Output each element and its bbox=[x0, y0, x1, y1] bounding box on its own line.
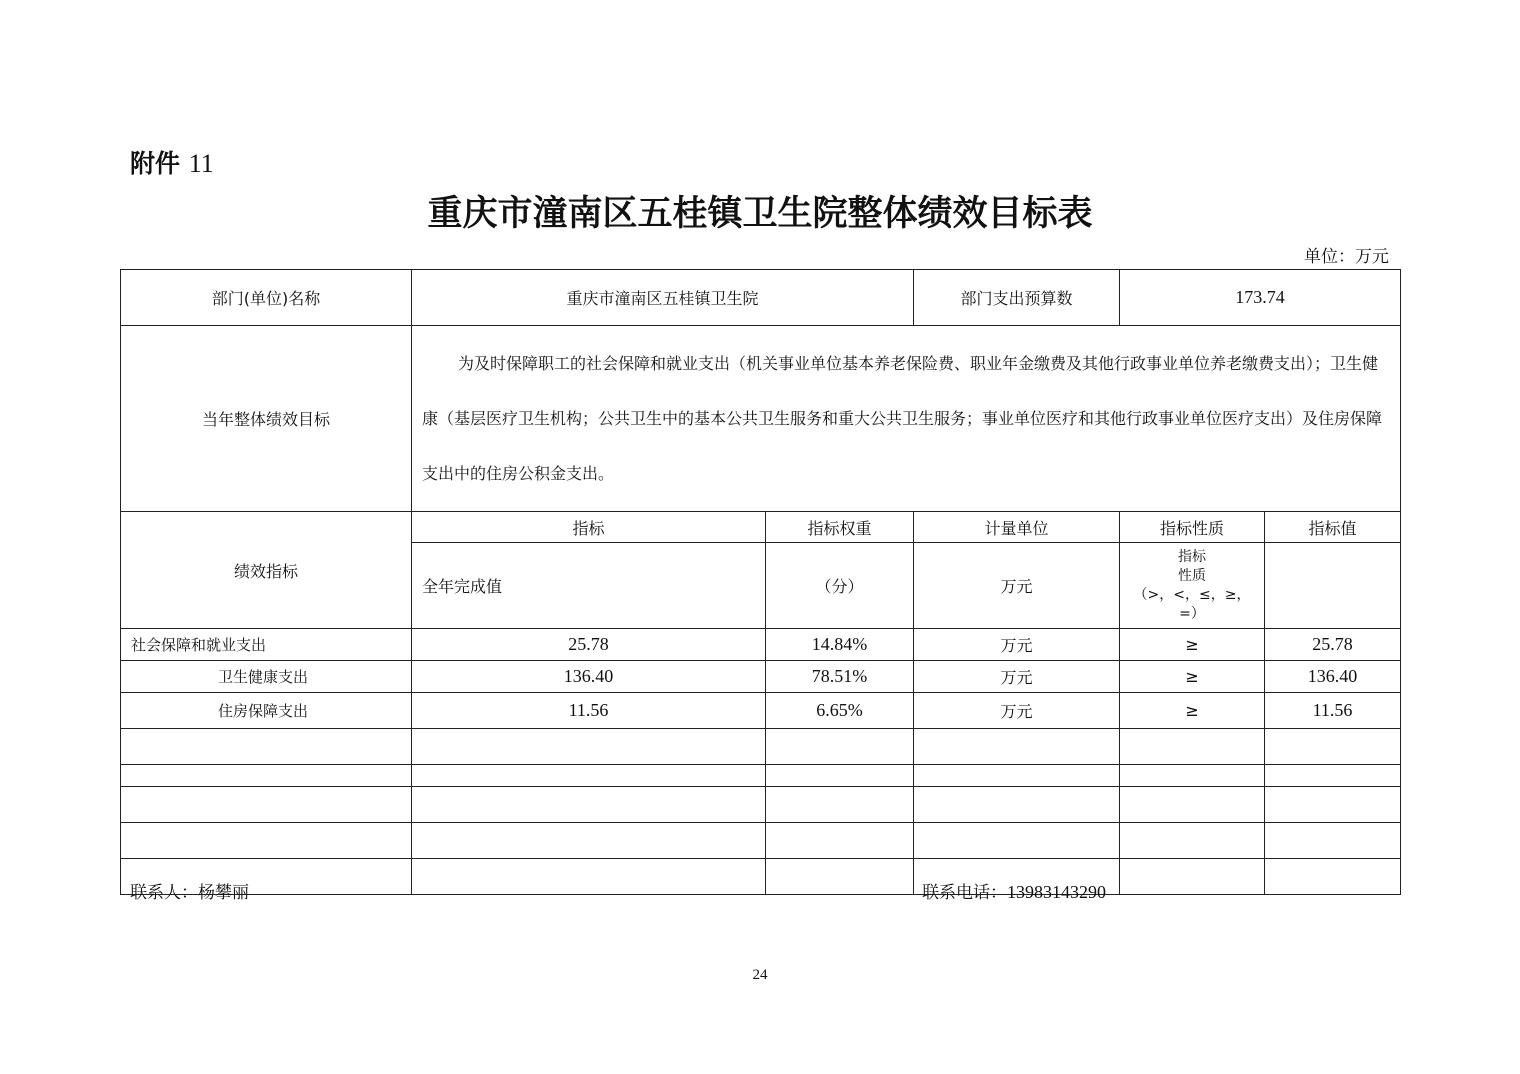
info-row bbox=[121, 270, 1401, 326]
row-unit: 万元 bbox=[914, 661, 1120, 693]
empty-row bbox=[121, 859, 1401, 895]
performance-table bbox=[120, 269, 1401, 895]
dept-name: 重庆市潼南区五桂镇卫生院 bbox=[412, 270, 914, 326]
row-unit: 万元 bbox=[914, 693, 1120, 729]
indicator-header-row bbox=[121, 512, 1401, 543]
subheader-completion: 全年完成值 bbox=[412, 543, 766, 629]
row-completion: 25.78 bbox=[412, 629, 766, 661]
row-name: 社会保障和就业支出 bbox=[121, 629, 412, 661]
nature-line-4: =） bbox=[1179, 605, 1205, 622]
row-value: 25.78 bbox=[1265, 629, 1401, 661]
budget-value: 173.74 bbox=[1120, 270, 1401, 326]
goal-row bbox=[121, 326, 1401, 512]
subheader-weight: （分） bbox=[766, 543, 914, 629]
nature-line-3: （>，<，≤，≥， bbox=[1133, 586, 1251, 603]
row-weight: 6.65% bbox=[766, 693, 914, 729]
table-row bbox=[121, 629, 1401, 661]
header-indicator: 指标 bbox=[412, 512, 766, 543]
row-nature: ≥ bbox=[1120, 629, 1265, 661]
subheader-value bbox=[1265, 543, 1401, 629]
attachment-label bbox=[130, 144, 214, 180]
empty-row bbox=[121, 729, 1401, 765]
row-name: 住房保障支出 bbox=[121, 693, 412, 729]
row-weight: 78.51% bbox=[766, 661, 914, 693]
unit-label: 单位：万元 bbox=[1304, 247, 1389, 267]
row-nature: ≥ bbox=[1120, 693, 1265, 729]
empty-row bbox=[121, 787, 1401, 823]
row-weight: 14.84% bbox=[766, 629, 914, 661]
row-completion: 11.56 bbox=[412, 693, 766, 729]
header-weight: 指标权重 bbox=[766, 512, 914, 543]
header-nature: 指标性质 bbox=[1120, 512, 1265, 543]
indicators-section-label: 绩效指标 bbox=[121, 512, 412, 629]
table-row bbox=[121, 693, 1401, 729]
row-value: 136.40 bbox=[1265, 661, 1401, 693]
contact-phone bbox=[922, 878, 1106, 903]
row-completion: 136.40 bbox=[412, 661, 766, 693]
nature-line-2: 性质 bbox=[1178, 567, 1207, 584]
row-nature: ≥ bbox=[1120, 661, 1265, 693]
table-row bbox=[121, 661, 1401, 693]
empty-row bbox=[121, 823, 1401, 859]
subheader-nature bbox=[1120, 543, 1265, 629]
row-name: 卫生健康支出 bbox=[121, 661, 412, 693]
empty-row bbox=[121, 765, 1401, 787]
dept-label: 部门(单位)名称 bbox=[121, 270, 412, 326]
subheader-unit: 万元 bbox=[914, 543, 1120, 629]
goal-label: 当年整体绩效目标 bbox=[121, 326, 412, 512]
page-number: 24 bbox=[752, 967, 768, 983]
attachment-number: 11 bbox=[188, 149, 214, 178]
page-title: 重庆市潼南区五桂镇卫生院整体绩效目标表 bbox=[427, 193, 1093, 234]
header-value: 指标值 bbox=[1265, 512, 1401, 543]
phone-label: 联系电话： bbox=[922, 883, 1007, 903]
nature-line-1: 指标 bbox=[1178, 548, 1207, 565]
row-value: 11.56 bbox=[1265, 693, 1401, 729]
phone-number: 13983143290 bbox=[1007, 882, 1106, 902]
contact-person: 联系人：杨攀丽 bbox=[130, 883, 249, 903]
goal-text: 为及时保障职工的社会保障和就业支出（机关事业单位基本养老保险费、职业年金缴费及其他行政事业单位养老缴费支出）；卫生健康（基层医疗卫生机构；公共卫生中的基本公共卫生服务和重大公共卫生服务；事业单位医疗和其他行政事业单位医疗支出）及住房保障支出中的住房公积金支出。 bbox=[412, 326, 1401, 512]
row-unit: 万元 bbox=[914, 629, 1120, 661]
attachment-text: 附件 bbox=[130, 149, 181, 178]
header-unit: 计量单位 bbox=[914, 512, 1120, 543]
budget-label: 部门支出预算数 bbox=[914, 270, 1120, 326]
